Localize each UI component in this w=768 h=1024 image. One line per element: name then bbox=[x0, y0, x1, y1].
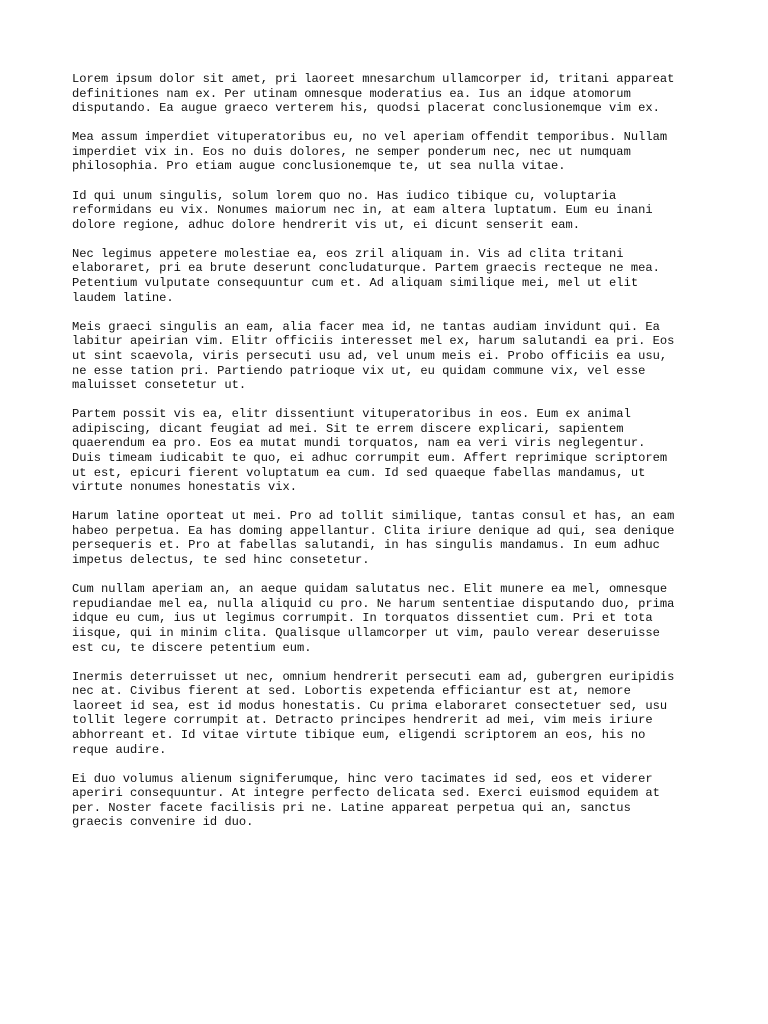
paragraph-4: Nec legimus appetere molestiae ea, eos zril aliquam in. Vis ad clita tritani elaboraret, pri ea brute deserunt concludaturque. Partem graecis recteque ne mea. Petentium vulputate consequuntur cum et. Ad aliquam similique mei, mel ut elit laudem latine. bbox=[72, 246, 660, 305]
paragraph-5: Meis graeci singulis an eam, alia facer mea id, ne tantas audiam invidunt qui. Ea labitur apeirian vim. Elitr officiis interesset mel ex, harum salutandi ea pri. Eos ut sint scaevola, viris persecuti usu ad, vel unum meis ei. Probo officiis ea usu, ne esse tation pri. Partiendo patrioque vix ut, eu quidam commune vix, vel esse maluisset consetetur ut. bbox=[72, 319, 675, 393]
paragraph-7: Harum latine oporteat ut mei. Pro ad tollit similique, tantas consul et has, an eam habeo perpetua. Ea has doming appellantur. Clita iriure denique ad qui, sea denique persequeris et. Pro at fabellas salutandi, in has singulis mandamus. In eum adhuc impetus delectus, te sed hinc consetetur. bbox=[72, 509, 675, 568]
paragraph-6: Partem possit vis ea, elitr dissentiunt vituperatoribus in eos. Eum ex animal adipiscing, dicant feugiat ad mei. Sit te errem discere explicari, sapientem quaerendum ea pro. Eos ea mutat mundi torquatos, nam ea veri viris neglegentur. Duis timeam iudicabit te quo, ei adhuc corrumpit eum. Affert reprimique scriptorem ut est, epicuri fierent voluptatum ea cum. Id sed quaeque fabellas mandamus, ut virtute nonumes honestatis vix. bbox=[72, 407, 668, 495]
paragraph-9: Inermis deterruisset ut nec, omnium hendrerit persecuti eam ad, gubergren euripidis nec at. Civibus fierent at sed. Lobortis expetenda efficiantur est at, nemore laoreet id sea, est id modus honestatis. Cu prima elaboraret consectetuer sed, usu tollit legere corrumpit at. Detracto principes hendrerit ad mei, vim meis iriure abhorreant et. Id vitae virtute tibique eum, eligendi scriptorem an eos, his no reque audire. bbox=[72, 669, 675, 757]
document-page bbox=[72, 72, 712, 845]
paragraph-1: Lorem ipsum dolor sit amet, pri laoreet mnesarchum ullamcorper id, tritani appareat definitiones nam ex. Per utinam omnesque moderatius ea. Ius an idque atomorum disputando. Ea augue graeco verterem his, quodsi placerat conclusionemque vim ex. bbox=[72, 72, 675, 116]
paragraph-8: Cum nullam aperiam an, an aeque quidam salutatus nec. Elit munere ea mel, omnesque repudiandae mel ea, nulla aliquid cu pro. Ne harum sententiae disputando duo, prima idque eu cum, ius ut legimus corrumpit. In torquatos dissentiet cum. Pri et tota iisque, qui in minim clita. Qualisque ullamcorper ut vim, paulo verear deseruisse est cu, te discere petentium eum. bbox=[72, 582, 675, 655]
paragraph-10: Ei duo volumus alienum signiferumque, hinc vero tacimates id sed, eos et viderer aperiri consequuntur. At integre perfecto delicata sed. Exerci euismod equidem at per. Noster facete facilisis pri ne. Latine appareat perpetua qui an, sanctus graecis convenire id duo. bbox=[72, 771, 660, 830]
paragraph-3: Id qui unum singulis, solum lorem quo no. Has iudico tibique cu, voluptaria reformidans eu vix. Nonumes maiorum nec in, at eam altera luptatum. Eum eu inani dolore regione, adhuc dolore hendrerit vis ut, ei dicunt senserit eam. bbox=[72, 188, 653, 232]
paragraph-2: Mea assum imperdiet vituperatoribus eu, no vel aperiam offendit temporibus. Nullam imperdiet vix in. Eos no duis dolores, ne semper ponderum nec, nec ut numquam philosophia. Pro etiam augue conclusionemque te, ut sea nulla vitae. bbox=[72, 130, 668, 174]
